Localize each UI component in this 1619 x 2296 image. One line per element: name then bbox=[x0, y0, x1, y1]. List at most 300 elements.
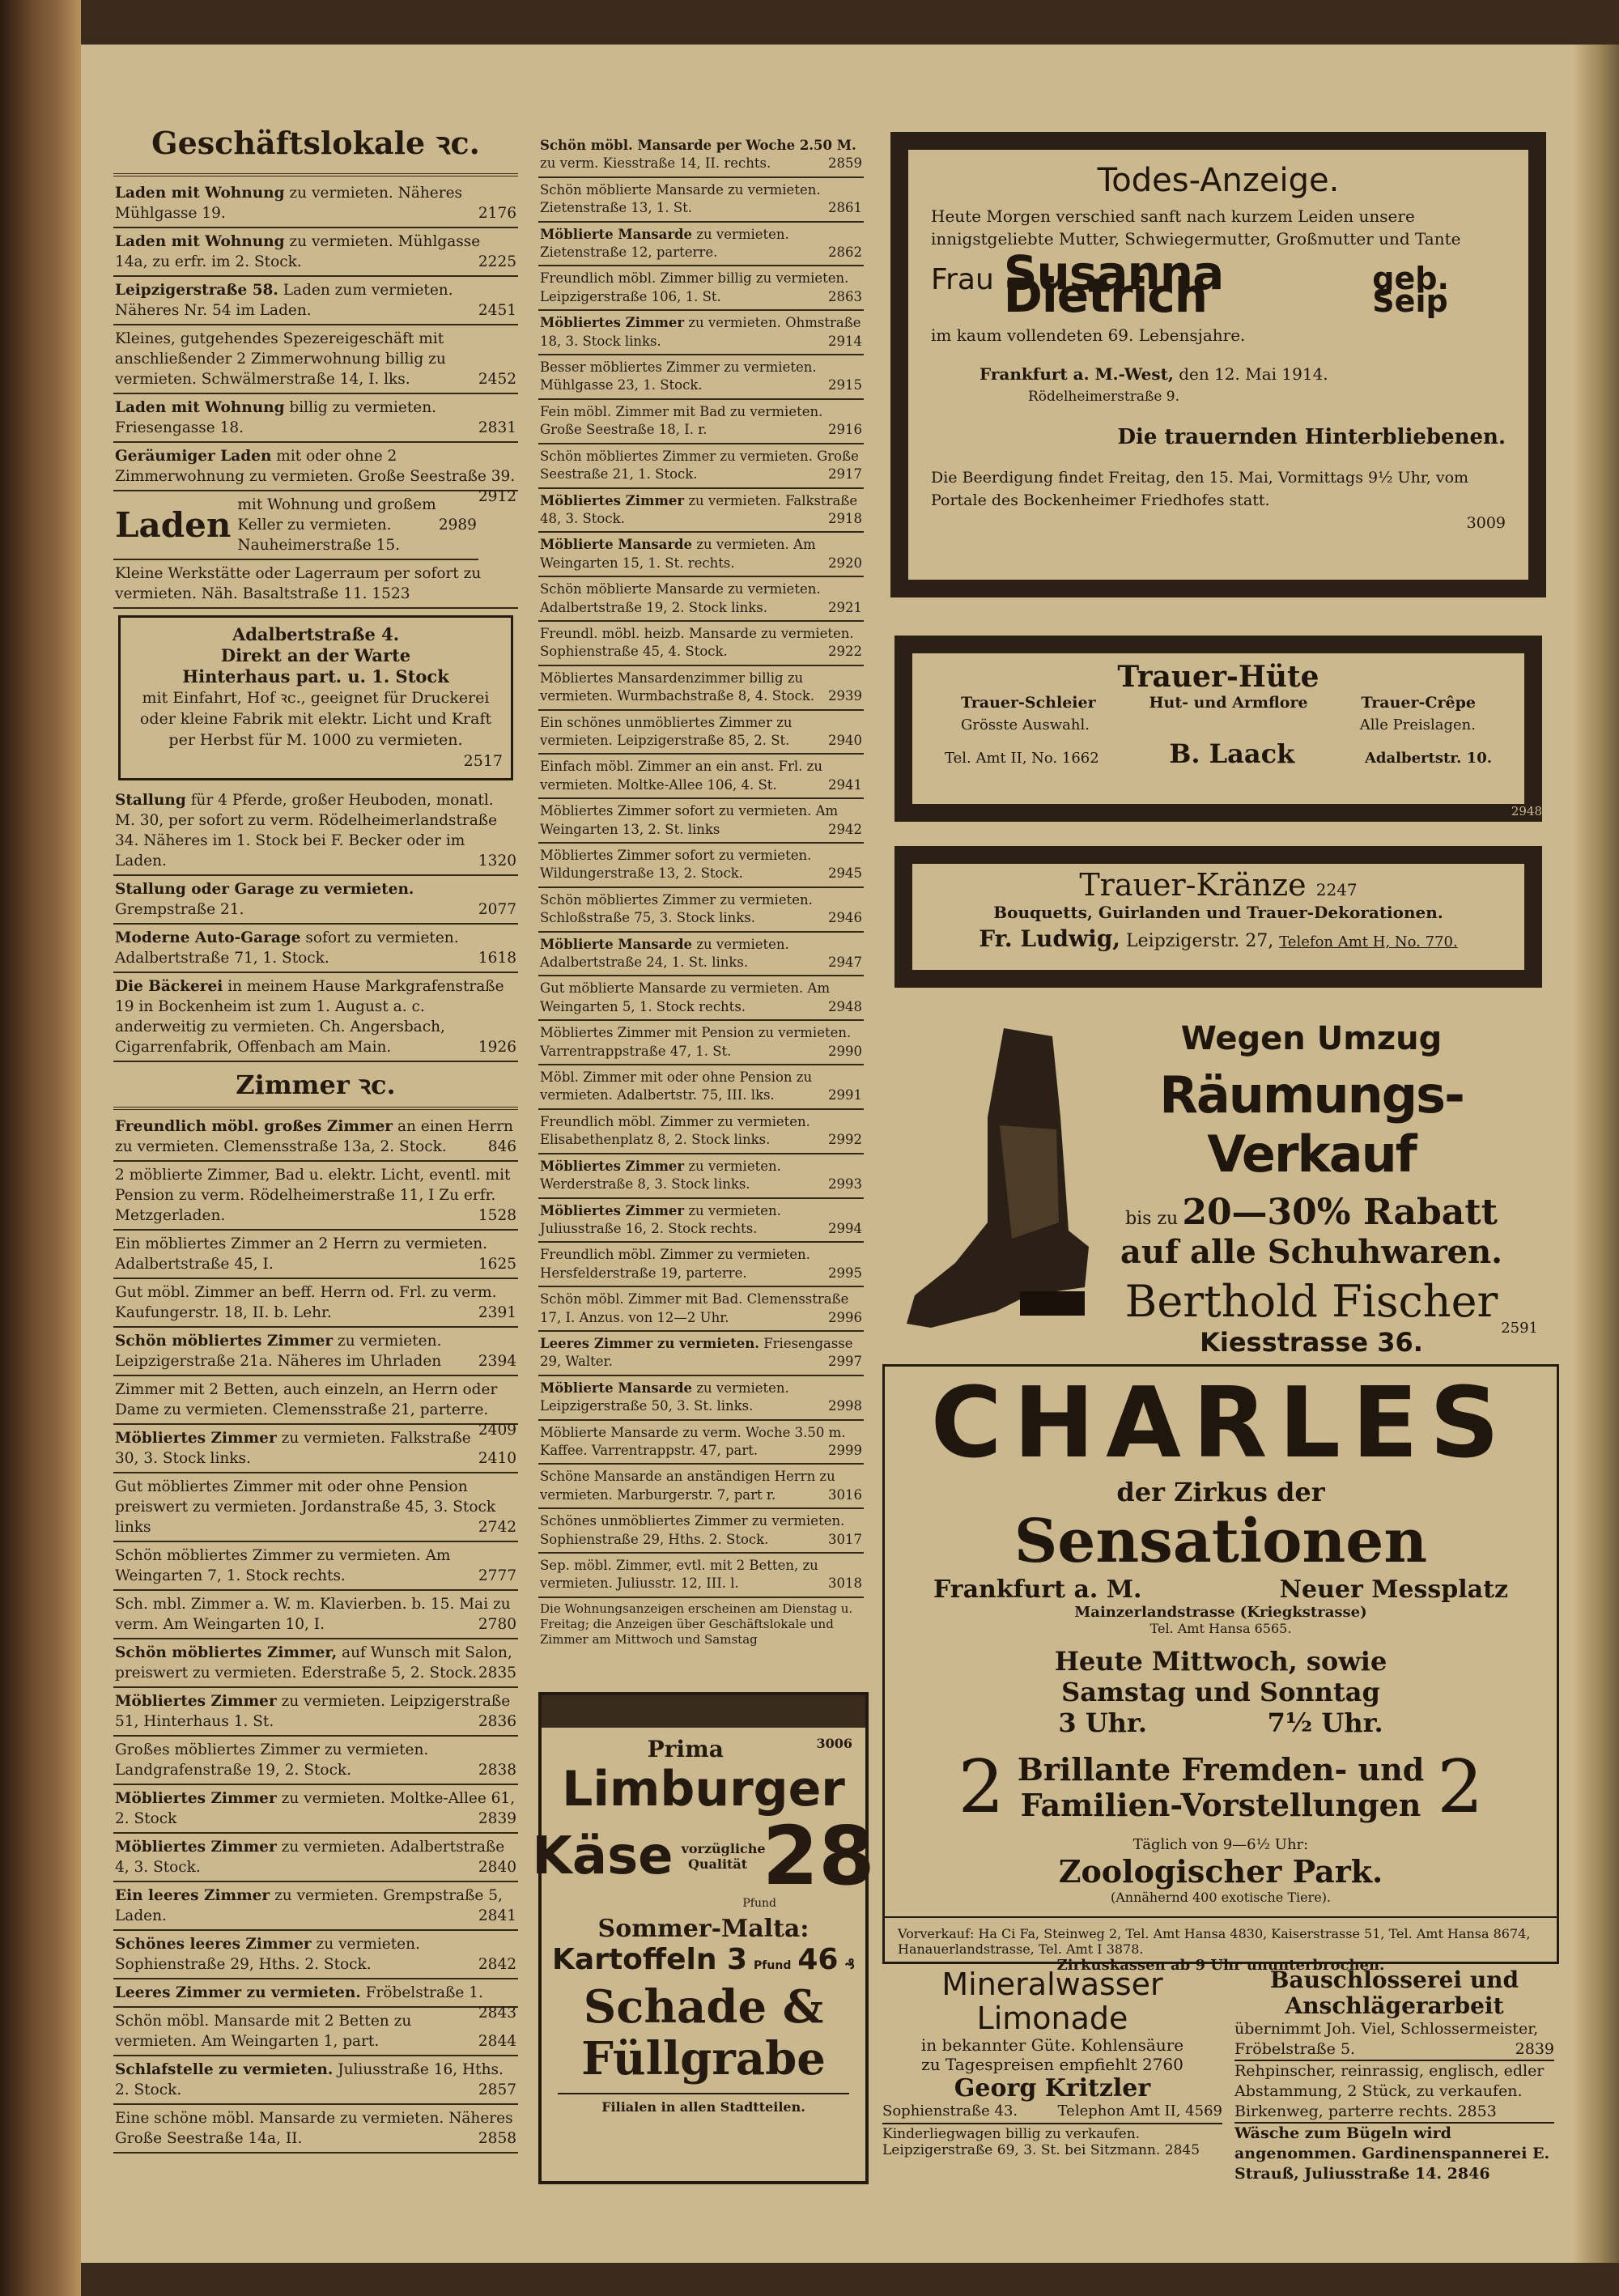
ad-number: 2948 bbox=[828, 998, 862, 1014]
classified-ad bbox=[538, 755, 864, 799]
classified-ad bbox=[538, 1110, 864, 1154]
ad-text: Laden zum vermieten. Näheres Nr. 54 im Laden. bbox=[115, 282, 453, 319]
ad-number: 2993 bbox=[828, 1176, 862, 1193]
classified-ad bbox=[538, 1509, 864, 1554]
charles-two-right: 2 bbox=[1437, 1745, 1484, 1830]
ad-number: 2176 bbox=[478, 205, 516, 222]
ad-lead: Schönes leeres Zimmer bbox=[115, 1936, 312, 1953]
ad-number: 2777 bbox=[478, 1567, 516, 1584]
ad-number: 2940 bbox=[828, 732, 862, 748]
shoe-bis: bis zu bbox=[1125, 1209, 1179, 1229]
kraenze-tel: Telefon Amt H, No. 770. bbox=[1279, 933, 1458, 950]
shoe-line-2: Räumungs-Verkauf bbox=[1159, 1065, 1464, 1184]
classified-ad bbox=[538, 444, 864, 489]
classified-ad bbox=[113, 1328, 518, 1376]
ad-number: 2410 bbox=[478, 1450, 516, 1467]
ad-text: zu vermieten. Sophienstraße 29, Hths. 2. Stock. bbox=[115, 1936, 420, 1973]
ad-number: 1618 bbox=[478, 950, 516, 967]
ad-number: 2939 bbox=[828, 688, 862, 704]
cheese-limburger: Limburger bbox=[562, 1761, 845, 1818]
ad-text: Möblierte Mansarde zu verm. Woche 3.50 m. Kaffee. Varrentrappstr. 47, part. bbox=[540, 1424, 846, 1458]
ad-lead: Laden mit Wohnung bbox=[115, 185, 285, 202]
kraenze-title: Trauer-Kränze bbox=[1079, 867, 1307, 903]
ad-band bbox=[542, 1695, 865, 1728]
ad-text: Möbliertes Zimmer sofort zu vermieten. Am Weingarten 13, 2. St. links bbox=[540, 803, 839, 837]
charles-zoo: Zoologischer Park. bbox=[1058, 1853, 1383, 1890]
divider bbox=[113, 173, 518, 176]
ad-number: 2989 bbox=[438, 517, 477, 534]
ad-number: 1523 bbox=[372, 585, 410, 602]
ad-number: 2842 bbox=[478, 1956, 516, 1973]
cheese-kart-unit: ₰ bbox=[844, 1956, 855, 1973]
ad-text: 2 möblierte Zimmer, Bad u. elektr. Licht, eventl. mit Pension zu verm. Rödelheimerstraße 11, I Zu erfr. Metzgerladen. bbox=[115, 1167, 511, 1224]
ad-text: zu verm. Kiesstraße 14, II. rechts. bbox=[540, 155, 771, 172]
hute-tel: Tel. Amt II, No. 1662 bbox=[945, 750, 1099, 767]
classified-ad bbox=[113, 180, 518, 228]
charles-tiere: (Annähernd 400 exotische Tiere). bbox=[1110, 1890, 1332, 1905]
todes-frau: Frau bbox=[931, 263, 994, 296]
ad-text: Möbl. Zimmer mit oder ohne Pension zu vermieten. Adalbertstr. 75, III. lks. bbox=[540, 1069, 813, 1103]
ad-lead: Schön möbl. Mansarde per Woche 2.50 M. bbox=[540, 138, 856, 153]
ad-number: 2840 bbox=[478, 1859, 516, 1876]
ad-number: 3018 bbox=[828, 1575, 862, 1592]
ad-number: 2859 bbox=[828, 155, 862, 172]
classified-list-3 bbox=[113, 1113, 518, 2154]
ad-lead: Möbliertes Zimmer bbox=[115, 1693, 277, 1710]
classified-list-4 bbox=[538, 134, 864, 1598]
todes-place: Frankfurt a. M.-West, bbox=[979, 364, 1174, 384]
ad-number: 3016 bbox=[828, 1486, 862, 1503]
mineral-title-1: Mineralwasser bbox=[941, 1966, 1163, 2002]
ad-number: 2841 bbox=[478, 1907, 516, 1924]
ad-lead: Stallung bbox=[115, 792, 186, 809]
classified-ad bbox=[113, 1737, 518, 1785]
classified-ad bbox=[538, 1332, 864, 1376]
ad-lead: Möbliertes Zimmer bbox=[540, 1202, 685, 1218]
classified-ad bbox=[113, 2056, 518, 2105]
ad-text: Großes möbliertes Zimmer zu vermieten. Landgrafenstraße 19, 2. Stock. bbox=[115, 1741, 429, 1779]
todes-street: Rödelheimerstraße 9. bbox=[1028, 389, 1180, 405]
ad-lead: Laden mit Wohnung bbox=[115, 233, 285, 250]
ad-text: Sep. möbl. Zimmer, evtl. mit 2 Betten, zu vermieten. Juliusstr. 12, III. l. bbox=[540, 1558, 818, 1592]
ad-lead: Möbliertes Zimmer bbox=[540, 315, 685, 331]
classified-ad bbox=[113, 228, 518, 277]
classified-ad bbox=[113, 1931, 518, 1979]
bauer-rehpinscher: Rehpinscher, reinrassig, englisch, edler Abstammung, 2 Stück, zu verkaufen. Birkenweg, parterre rechts. bbox=[1234, 2062, 1545, 2120]
classified-ad bbox=[113, 1113, 518, 1162]
ad-number: 2451 bbox=[478, 302, 516, 319]
todes-geb: geb. Seip bbox=[1372, 261, 1449, 319]
ad-text: Gut möbl. Zimmer an beff. Herrn od. Frl. zu verm. Kaufungerstr. 18, II. b. Lehr. bbox=[115, 1284, 497, 1321]
ad-raeumungs-verkauf bbox=[890, 1004, 1546, 1360]
charles-two-left: 2 bbox=[958, 1745, 1005, 1830]
charles-platz: Neuer Messplatz bbox=[1279, 1575, 1508, 1604]
classified-list-1 bbox=[113, 180, 518, 505]
charles-time-2: 7½ Uhr. bbox=[1267, 1707, 1383, 1738]
classified-ad bbox=[538, 266, 864, 311]
classified-ad bbox=[538, 711, 864, 755]
classified-ad bbox=[113, 443, 518, 505]
ad-text: Zimmer mit 2 Betten, auch einzeln, an Herrn oder Dame zu vermieten. Clemensstraße 21, parterre. bbox=[115, 1381, 498, 1418]
ad-text: Kleines, gutgehendes Spezereigeschäft mit anschließender 2 Zimmerwohnung billig zu vermieten. Schwälmerstraße 14, I. lks. bbox=[115, 330, 446, 388]
classified-ad bbox=[113, 1425, 518, 1473]
ad-number: 2831 bbox=[478, 419, 516, 436]
laden-big-word: Laden bbox=[115, 505, 232, 545]
ad-limburger-kaese bbox=[532, 1692, 875, 2184]
hute-auswahl: Grösste Auswahl. bbox=[961, 716, 1090, 733]
ad-lead: Möbliertes Zimmer bbox=[540, 1158, 685, 1174]
ad-lead: Möblierte Mansarde bbox=[540, 1380, 693, 1396]
ad-lead: Möblierte Mansarde bbox=[540, 226, 693, 242]
ad-text: Schön möbliertes Zimmer zu vermieten. Schloßstraße 75, 3. Stock links. bbox=[540, 891, 813, 926]
mineral-title-2: Limonade bbox=[976, 2000, 1128, 2036]
ad-trauer-kraenze bbox=[894, 846, 1542, 988]
kraenze-firm: Fr. Ludwig, bbox=[979, 925, 1121, 952]
classified-ad bbox=[538, 1021, 864, 1065]
ad-text: Freundlich möbl. Zimmer zu vermieten. Hersfelderstraße 19, parterre. bbox=[540, 1247, 810, 1281]
notice-text: Die Wohnungsanzeigen erscheinen am Dienstag u. Freitag; die Anzeigen über Geschäftslokale und Zimmer am Mittwoch und Samstag bbox=[540, 1601, 853, 1647]
classified-ad bbox=[538, 577, 864, 622]
kraenze-addr: Leipzigerstr. 27, bbox=[1126, 931, 1274, 951]
ad-lead: Schön möbliertes Zimmer bbox=[115, 1333, 334, 1350]
ad-text: sofort zu vermieten. Adalbertstraße 71, 1. Stock. bbox=[115, 929, 459, 967]
ad-number: 2998 bbox=[828, 1398, 862, 1414]
ad-text: zu vermieten. Juliusstraße 16, 2. Stock rechts. bbox=[540, 1202, 781, 1236]
shoe-auf: auf alle Schuhwaren. bbox=[1120, 1233, 1503, 1271]
ad-mineralwasser bbox=[882, 1967, 1222, 2194]
classified-ad bbox=[113, 973, 518, 1062]
ad-number: 2742 bbox=[478, 1519, 516, 1536]
ad-text: Schön möblierte Mansarde zu vermieten. Zietenstraße 13, 1. St. bbox=[540, 181, 821, 216]
classified-ad bbox=[538, 799, 864, 844]
classified-ad bbox=[538, 1465, 864, 1509]
classified-ad bbox=[113, 1979, 518, 2022]
ad-number: 1528 bbox=[478, 1207, 516, 1224]
charles-brill-1: Brillante Fremden- und bbox=[1017, 1750, 1425, 1788]
ad-number: 2394 bbox=[478, 1353, 516, 1370]
ad-number: 1926 bbox=[478, 1039, 516, 1056]
ad-number: 2845 bbox=[1164, 2142, 1200, 2158]
mineral-line-1: in bekannter Güte. Kohlensäure bbox=[920, 2035, 1184, 2055]
classified-ad bbox=[538, 1287, 864, 1332]
ad-zirkus-charles bbox=[882, 1364, 1559, 1974]
classified-ad bbox=[113, 1473, 518, 1542]
ad-number: 2760 bbox=[1141, 2055, 1183, 2074]
ad-number: 2918 bbox=[828, 510, 862, 526]
cheese-kart-price: 46 bbox=[797, 1943, 839, 1976]
ad-text: Gut möblierte Mansarde zu vermieten. Am Weingarten 5, 1. Stock rechts. bbox=[540, 980, 831, 1014]
mineral-tel: Telephon Amt II, 4569 bbox=[1057, 2103, 1222, 2120]
ad-text: Sch. mbl. Zimmer a. W. m. Klavierben. b. 15. Mai zu verm. Am Weingarten 10, I. bbox=[115, 1596, 511, 1633]
ad-number: 2835 bbox=[478, 1665, 516, 1682]
ad-text: Freundlich möbl. Zimmer zu vermieten. Elisabethenplatz 8, 2. Stock links. bbox=[540, 1113, 810, 1148]
box-line: Direkt an der Warte bbox=[220, 645, 411, 665]
page-edge bbox=[1574, 45, 1619, 2263]
todes-name: Susanna Dietrich bbox=[1003, 245, 1224, 323]
cheese-malta: Sommer-Malta: bbox=[597, 1915, 810, 1943]
ad-number: 2844 bbox=[478, 2033, 516, 2050]
ad-text: in meinem Hause Markgrafenstraße 19 in Bockenheim ist zum 1. August a. c. anderweitig zu vermieten. Ch. Angersbach, Cigarrenfabrik, Offenbach am Main. bbox=[115, 978, 504, 1056]
ad-number: 2838 bbox=[478, 1762, 516, 1779]
ad-number: 2999 bbox=[828, 1442, 862, 1458]
classified-ad bbox=[538, 1154, 864, 1199]
classified-ad bbox=[113, 325, 518, 394]
kraenze-sub: Bouquetts, Guirlanden und Trauer-Dekorationen. bbox=[993, 903, 1443, 922]
ad-text: zu vermieten. Moltke-Allee 61, 2. Stock bbox=[115, 1790, 516, 1827]
ad-lead: Die Bäckerei bbox=[115, 978, 223, 995]
ad-lead: Möbliertes Zimmer bbox=[115, 1790, 277, 1807]
ad-number: 2591 bbox=[1501, 1320, 1538, 1337]
ad-lead: Geräumiger Laden bbox=[115, 448, 272, 465]
ad-number: 2517 bbox=[463, 752, 503, 770]
cheese-firm-1: Schade & bbox=[583, 1980, 824, 2034]
ad-bauschlosserei bbox=[1234, 1967, 1554, 2194]
ad-lead: Leipzigerstraße 58. bbox=[115, 282, 278, 299]
hute-center: Hut- und Armflore bbox=[1149, 694, 1308, 712]
laden-big-text: mit Wohnung und großem Keller zu vermieten. Nauheimerstraße 15. bbox=[237, 496, 436, 554]
ad-text: zu vermieten. Werderstraße 8, 3. Stock links. bbox=[540, 1158, 781, 1193]
ad-text: Gut möbliertes Zimmer mit oder ohne Pension preiswert zu vermieten. Jordanstraße 45, 3. Stock links bbox=[115, 1478, 496, 1536]
shoe-line-1: Wegen Umzug bbox=[1180, 1020, 1443, 1057]
shoe-addr: Kiesstrasse 36. bbox=[1200, 1327, 1423, 1358]
ad-number: 3006 bbox=[816, 1736, 852, 1751]
ad-number: 2077 bbox=[478, 901, 516, 918]
classified-ad-werkstaette bbox=[113, 560, 518, 609]
cheese-pfund: Pfund bbox=[742, 1897, 776, 1910]
mineral-firm: Georg Kritzler bbox=[954, 2074, 1151, 2103]
ad-number: 2995 bbox=[828, 1265, 862, 1281]
ad-number: 2922 bbox=[828, 644, 862, 660]
bauer-title-2: Anschlägerarbeit bbox=[1285, 1992, 1504, 2019]
ad-number: 2839 bbox=[478, 1810, 516, 1827]
ad-number: 846 bbox=[487, 1138, 516, 1155]
classified-ad bbox=[113, 1785, 518, 1834]
classified-ad bbox=[538, 1065, 864, 1110]
ad-text: Besser möbliertes Zimmer zu vermieten. Mühlgasse 23, 1. Stock. bbox=[540, 359, 817, 393]
ad-text: Möbliertes Zimmer mit Pension zu vermieten. Varrentrappstraße 47, 1. St. bbox=[540, 1025, 852, 1059]
charles-city: Frankfurt a. M. bbox=[933, 1575, 1142, 1604]
ad-number: 2843 bbox=[478, 2005, 516, 2022]
ad-lead: Freundlich möbl. großes Zimmer bbox=[115, 1118, 393, 1135]
ad-number: 2409 bbox=[478, 1422, 516, 1439]
ad-text: billig zu vermieten. Friesengasse 18. bbox=[115, 399, 437, 436]
shoe-illustration bbox=[899, 1020, 1093, 1344]
ad-number: 2920 bbox=[828, 555, 862, 571]
hute-title: Trauer-Hüte bbox=[1117, 660, 1319, 694]
charles-brill-2: Familien-Vorstellungen bbox=[1020, 1786, 1421, 1823]
classified-ad bbox=[113, 1882, 518, 1931]
ad-number: 2225 bbox=[478, 253, 516, 270]
ad-number: 2857 bbox=[478, 2081, 516, 2098]
ad-number: 3017 bbox=[828, 1531, 862, 1547]
ad-number: 2948 bbox=[1511, 804, 1542, 818]
hute-left: Trauer-Schleier bbox=[961, 694, 1096, 712]
charles-sat: Samstag und Sonntag bbox=[1061, 1677, 1380, 1707]
ad-number: 2990 bbox=[828, 1043, 862, 1059]
mineral-kinder: Kinderliegwagen billig zu verkaufen. Leipzigerstraße 69, 3. St. bei Sitzmann. bbox=[882, 2126, 1161, 2158]
classified-ad bbox=[538, 666, 864, 711]
classified-ad bbox=[113, 277, 518, 325]
hute-firm: B. Laack bbox=[1169, 738, 1295, 769]
ad-lead: Möbliertes Zimmer bbox=[540, 492, 685, 508]
ad-lead: Leeres Zimmer zu vermieten. bbox=[540, 1335, 759, 1351]
ad-text: Schöne Mansarde an anständigen Herrn zu vermieten. Marburgerstr. 7, part r. bbox=[540, 1469, 835, 1503]
ad-text: Fröbelstraße 1. bbox=[365, 1984, 483, 2001]
column-2 bbox=[538, 134, 864, 1651]
ad-text: zu vermieten. Ohmstraße 18, 3. Stock links. bbox=[540, 315, 861, 349]
classified-ad bbox=[538, 1243, 864, 1287]
ad-number: 2942 bbox=[828, 821, 862, 837]
charles-street: Mainzerlandstrasse (Kriegkstrasse) bbox=[1074, 1604, 1367, 1621]
box-line: mit Einfahrt, Hof ꝛc., geeignet für Druckerei oder kleine Fabrik mit elektr. Licht und Kraft per Herbst für M. 1000 zu vermieten. bbox=[139, 689, 492, 749]
ad-text: zu vermieten. Grempstraße 5, Laden. bbox=[115, 1887, 503, 1924]
ad-text: Ein schönes unmöbliertes Zimmer zu vermieten. Leipzigerstraße 85, 2. St. bbox=[540, 714, 793, 748]
classified-ad bbox=[538, 976, 864, 1021]
classified-ad bbox=[538, 134, 864, 178]
divider bbox=[113, 1107, 518, 1110]
classified-ad bbox=[538, 1421, 864, 1465]
classified-ad bbox=[538, 1554, 864, 1598]
ad-text: zu vermieten. Leipzigerstraße 21a. Näheres im Uhrladen bbox=[115, 1333, 442, 1370]
ad-number: 2853 bbox=[1457, 2103, 1497, 2120]
ad-number: 1320 bbox=[478, 852, 516, 870]
ad-number: 2912 bbox=[478, 488, 516, 505]
ad-lead: Stallung oder Garage zu vermieten. bbox=[115, 881, 414, 898]
mineral-addr: Sophienstraße 43. bbox=[882, 2103, 1018, 2120]
ad-number: 2914 bbox=[828, 333, 862, 349]
todes-title: Todes-Anzeige. bbox=[1097, 162, 1340, 199]
classified-ad bbox=[538, 311, 864, 355]
ad-text: Freundl. möbl. heizb. Mansarde zu vermieten. Sophienstraße 45, 4. Stock. bbox=[540, 625, 854, 660]
ad-number: 2839 bbox=[1515, 2040, 1554, 2058]
ad-text: Schön möbl. Zimmer mit Bad. Clemensstraße 17, I. Anzus. von 12—2 Uhr. bbox=[540, 1291, 849, 1325]
box-line: Hinterhaus part. u. 1. Stock bbox=[182, 666, 449, 687]
hute-right: Trauer-Crêpe bbox=[1361, 694, 1476, 712]
classified-box-adalbertstrasse bbox=[118, 615, 513, 780]
ad-text: Kleine Werkstätte oder Lagerraum per sofort zu vermieten. Näh. Basaltstraße 11. bbox=[115, 565, 482, 602]
charles-sensationen: Sensationen bbox=[1013, 1507, 1428, 1576]
ad-number: 2991 bbox=[828, 1087, 862, 1103]
classified-ad bbox=[113, 787, 518, 876]
column-1 bbox=[113, 121, 518, 2154]
ad-text: Juliusstraße 16, Hths. 2. Stock. bbox=[115, 2061, 504, 2098]
ad-number: 2861 bbox=[828, 200, 862, 216]
shoe-rabatt: 20—30% Rabatt bbox=[1182, 1192, 1498, 1233]
ad-number: 2917 bbox=[828, 466, 862, 483]
ad-number: 2945 bbox=[828, 865, 862, 882]
ad-text: Grempstraße 21. bbox=[115, 901, 244, 918]
classified-ad bbox=[113, 394, 518, 443]
cheese-firm-2: Füllgrabe bbox=[581, 2032, 826, 2086]
ad-text: Schön möbliertes Zimmer zu vermieten. Am Weingarten 7, 1. Stock rechts. bbox=[115, 1547, 451, 1584]
ad-todes-anzeige bbox=[890, 132, 1546, 597]
ad-number: 2947 bbox=[828, 955, 862, 971]
ad-number: 2915 bbox=[828, 377, 862, 393]
ad-text: zu vermieten. Leipzigerstraße 50, 3. St. links. bbox=[540, 1380, 789, 1414]
classified-ad bbox=[113, 1231, 518, 1279]
ad-number: 2862 bbox=[828, 244, 862, 261]
book-spine bbox=[0, 0, 81, 2296]
classified-ad bbox=[538, 355, 864, 400]
ad-number: 2858 bbox=[478, 2130, 516, 2147]
ad-number: 2921 bbox=[828, 599, 862, 615]
ad-text: zu vermieten. Näheres Mühlgasse 19. bbox=[115, 185, 463, 222]
classified-ad bbox=[113, 2008, 518, 2056]
ad-text: mit oder ohne 2 Zimmerwohnung zu vermieten. Große Seestraße 39. bbox=[115, 448, 516, 485]
charles-kassen: Zirkuskassen ab 9 Uhr ununterbrochen. bbox=[1056, 1957, 1385, 1974]
classified-ad bbox=[538, 1199, 864, 1244]
classified-ad bbox=[113, 1162, 518, 1231]
shoe-firm: Berthold Fischer bbox=[1124, 1276, 1498, 1327]
todes-mourners: Die trauernden Hinterbliebenen. bbox=[1117, 425, 1506, 449]
ad-text: Friesengasse 29, Walter. bbox=[540, 1335, 853, 1370]
classified-ad bbox=[113, 1279, 518, 1328]
ad-lead: Schön möbliertes Zimmer, bbox=[115, 1644, 338, 1661]
ad-text: zu vermieten. Am Weingarten 15, 1. St. rechts. bbox=[540, 537, 816, 571]
ad-text: zu vermieten. Zietenstraße 12, parterre. bbox=[540, 226, 789, 261]
cheese-kart-pfund: Pfund bbox=[754, 1959, 792, 1972]
charles-daily: Täglich von 9—6½ Uhr: bbox=[1132, 1836, 1309, 1853]
cheese-kartoffeln: Kartoffeln 3 bbox=[552, 1943, 748, 1976]
ad-number: 2836 bbox=[478, 1713, 516, 1730]
classified-ad bbox=[538, 933, 864, 977]
classified-ad bbox=[113, 876, 518, 925]
ad-number: 2916 bbox=[828, 422, 862, 438]
ad-number: 2780 bbox=[478, 1616, 516, 1633]
ad-lead: Ein leeres Zimmer bbox=[115, 1887, 270, 1904]
ad-number: 2863 bbox=[828, 288, 862, 304]
section-heading-geschaeftslokale: Geschäftslokale ꝛc. bbox=[151, 125, 480, 161]
ad-number: 2941 bbox=[828, 776, 862, 793]
box-line: Adalbertstraße 4. bbox=[232, 624, 400, 644]
todes-funeral: Die Beerdigung findet Freitag, den 15. Mai, Vormittags 9½ Uhr, vom Portale des Bockenheimer Friedhofes statt. bbox=[931, 469, 1469, 509]
ad-trauer-huete bbox=[894, 636, 1542, 822]
hute-addr: Adalbertstr. 10. bbox=[1364, 750, 1492, 767]
cheese-filialen: Filialen in allen Stadtteilen. bbox=[558, 2093, 849, 2115]
ad-number: 3009 bbox=[1466, 514, 1506, 532]
ad-number: 2391 bbox=[478, 1304, 516, 1321]
classified-ad bbox=[113, 1834, 518, 1882]
ad-text: auf Wunsch mit Salon, preiswert zu vermieten. Ederstraße 5, 2. Stock. bbox=[115, 1644, 512, 1682]
ad-lead: Möblierte Mansarde bbox=[540, 936, 693, 952]
bauer-title-1: Bauschlosserei und bbox=[1269, 1966, 1519, 1993]
classified-ad bbox=[113, 1591, 518, 1639]
mineral-line-2: zu Tagespreisen empfiehlt bbox=[921, 2055, 1137, 2074]
classified-ad-laden-big bbox=[113, 491, 478, 560]
ad-text: zu vermieten. Falkstraße 48, 3. Stock. bbox=[540, 492, 858, 526]
ad-text: Schön möbl. Mansarde mit 2 Betten zu vermieten. Am Weingarten 1, part. bbox=[115, 2013, 412, 2050]
classified-ad bbox=[538, 888, 864, 933]
ad-lead: Möbliertes Zimmer bbox=[115, 1430, 277, 1447]
ad-lead: Leeres Zimmer zu vermieten. bbox=[115, 1984, 361, 2001]
ad-text: Möbliertes Mansardenzimmer billig zu vermieten. Wurmbachstraße 8, 4. Stock. bbox=[540, 670, 815, 704]
classified-ad bbox=[538, 533, 864, 577]
ad-text: zu vermieten. Leipzigerstraße 51, Hinterhaus 1. St. bbox=[115, 1693, 511, 1730]
charles-today: Heute Mittwoch, sowie bbox=[1054, 1646, 1387, 1677]
ad-text: an einen Herrn zu vermieten. Clemensstraße 13a, 2. Stock. bbox=[115, 1118, 513, 1155]
charles-vorverkauf: Vorverkauf: Ha Ci Fa, Steinweg 2, Tel. Amt Hansa 4830, Kaiserstrasse 51, Tel. Amt Hansa 8674, Hanauerlandstrasse, Tel. Amt I 3878. bbox=[885, 1916, 1557, 1957]
ad-text: Möbliertes Zimmer sofort zu vermieten. Wildungerstraße 13, 2. Stock. bbox=[540, 848, 812, 882]
ad-number: 2996 bbox=[828, 1309, 862, 1325]
classified-list-2 bbox=[113, 787, 518, 1062]
ad-text: Eine schöne möbl. Mansarde zu vermieten. Näheres Große Seestraße 14a, II. bbox=[115, 2110, 513, 2147]
ad-text: Ein möbliertes Zimmer an 2 Herrn zu vermieten. Adalbertstraße 45, I. bbox=[115, 1235, 488, 1273]
ad-number: 2994 bbox=[828, 1220, 862, 1236]
ad-text: zu vermieten. Falkstraße 30, 3. Stock links. bbox=[115, 1430, 471, 1467]
ad-text: für 4 Pferde, großer Heuboden, monatl. M. 30, per sofort zu verm. Rödelheimerlandstraße 34. Näheres im 1. Stock bei F. Becker oder im Laden. bbox=[115, 792, 498, 870]
ad-number: 2946 bbox=[828, 910, 862, 926]
charles-tel: Tel. Amt Hansa 6565. bbox=[1149, 1621, 1292, 1636]
